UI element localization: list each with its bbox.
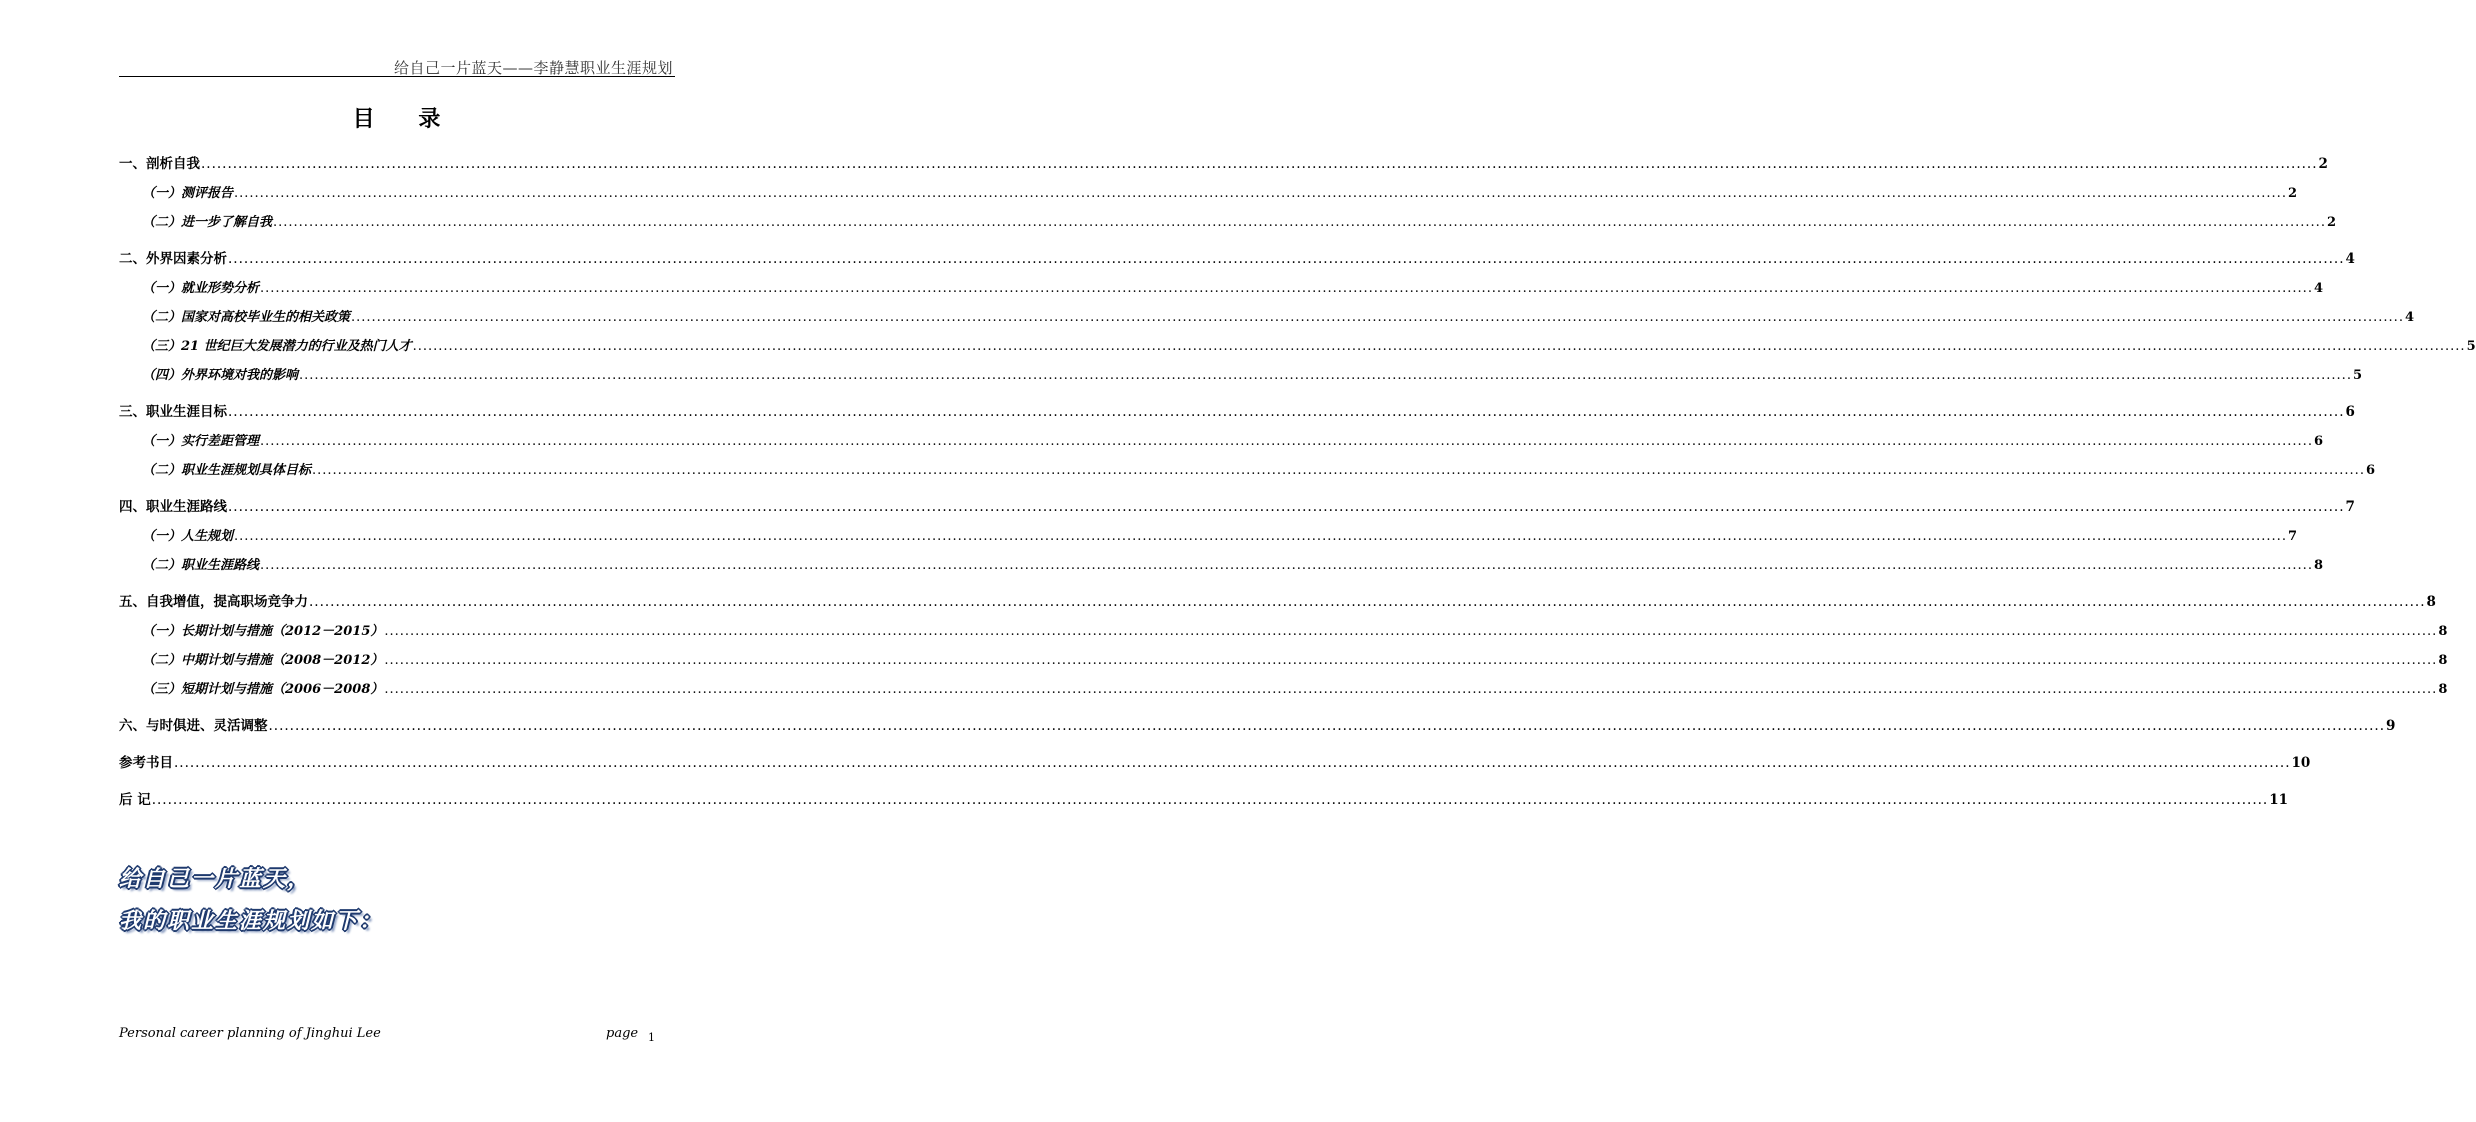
toc-entry-page: 2 xyxy=(2318,156,2328,172)
toc-entry-title: （三）短期计划与措施（2006－2008） xyxy=(142,682,384,697)
toc-leader-dots: ................................................................................................................................................................................................................................................................................................................................................................................................................ xyxy=(268,718,2386,734)
toc-leader-dots: ................................................................................................................................................................................................................................................................................................................................................................................................................ xyxy=(151,792,2269,808)
toc-entry[interactable] xyxy=(119,303,2414,332)
toc-entry-title: 四、职业生涯路线 xyxy=(119,499,227,515)
toc-leader-dots: ................................................................................................................................................................................................................................................................................................................................................................................................................ xyxy=(201,156,2318,172)
toc-entry[interactable] xyxy=(119,522,2297,551)
toc-leader-dots: ................................................................................................................................................................................................................................................................................................................................................................................................................ xyxy=(384,624,2438,639)
toc-entry-page: 4 xyxy=(2404,310,2414,325)
toc-entry[interactable] xyxy=(119,588,2436,617)
toc-entry-page: 7 xyxy=(2345,499,2355,515)
toc-leader-dots: ................................................................................................................................................................................................................................................................................................................................................................................................................ xyxy=(260,434,2313,449)
toc-entry[interactable] xyxy=(119,150,2328,179)
toc-entry-page: 6 xyxy=(2365,463,2375,478)
toc-leader-dots: ................................................................................................................................................................................................................................................................................................................................................................................................................ xyxy=(309,594,2426,610)
toc-entry-page: 7 xyxy=(2287,529,2297,544)
toc-entry-page: 4 xyxy=(2345,251,2355,267)
toc-leader-dots: ................................................................................................................................................................................................................................................................................................................................................................................................................ xyxy=(228,251,2345,267)
footer-title: Personal career planning of Jinghui Lee xyxy=(119,1026,381,1041)
toc-entry-page: 5 xyxy=(2352,368,2362,383)
toc-entry-page: 2 xyxy=(2326,215,2336,230)
toc-leader-dots: ................................................................................................................................................................................................................................................................................................................................................................................................................ xyxy=(273,215,2326,230)
toc-leader-dots: ................................................................................................................................................................................................................................................................................................................................................................................................................ xyxy=(260,558,2313,573)
toc-entry-page: 8 xyxy=(2438,624,2448,639)
toc-leader-dots: ................................................................................................................................................................................................................................................................................................................................................................................................................ xyxy=(351,310,2404,325)
toc-entry-page: 10 xyxy=(2291,755,2311,771)
toc-entry-page: 2 xyxy=(2287,186,2297,201)
toc-leader-dots: ................................................................................................................................................................................................................................................................................................................................................................................................................ xyxy=(228,404,2345,420)
toc-entry-page: 5 xyxy=(2466,339,2476,354)
toc-entry-title: （二）中期计划与措施（2008－2012） xyxy=(142,653,384,668)
toc-entry-page: 11 xyxy=(2269,792,2289,808)
toc-entry-page: 4 xyxy=(2313,281,2323,296)
toc-entry-title: 参考书目 xyxy=(119,755,173,771)
toc-entry-page: 8 xyxy=(2438,682,2448,697)
toc-entry[interactable] xyxy=(119,274,2323,303)
toc-entry[interactable] xyxy=(119,786,2289,815)
toc-entry[interactable] xyxy=(119,208,2336,237)
table-of-contents xyxy=(119,150,2476,815)
toc-leader-dots: ................................................................................................................................................................................................................................................................................................................................................................................................................ xyxy=(312,463,2365,478)
toc-entry-page: 8 xyxy=(2438,653,2448,668)
toc-leader-dots: ................................................................................................................................................................................................................................................................................................................................................................................................................ xyxy=(384,653,2438,668)
toc-entry[interactable] xyxy=(119,749,2311,778)
toc-entry-title: （一）就业形势分析 xyxy=(142,281,260,296)
toc-entry-page: 9 xyxy=(2386,718,2396,734)
toc-leader-dots: ................................................................................................................................................................................................................................................................................................................................................................................................................ xyxy=(384,682,2438,697)
toc-entry-title: 二、外界因素分析 xyxy=(119,251,227,267)
toc-entry-page: 8 xyxy=(2313,558,2323,573)
toc-entry[interactable] xyxy=(119,245,2355,274)
toc-leader-dots: ................................................................................................................................................................................................................................................................................................................................................................................................................ xyxy=(260,281,2313,296)
footer-page-number: 1 xyxy=(648,1031,655,1044)
toc-entry-title: （一）长期计划与措施（2012－2015） xyxy=(142,624,384,639)
toc-leader-dots: ................................................................................................................................................................................................................................................................................................................................................................................................................ xyxy=(234,529,2287,544)
toc-leader-dots: ................................................................................................................................................................................................................................................................................................................................................................................................................ xyxy=(174,755,2291,771)
toc-entry-title: （三）21 世纪巨大发展潜力的行业及热门人才 xyxy=(142,339,412,354)
header-title: 给自己一片蓝天——李静慧职业生涯规划 xyxy=(393,59,673,77)
toc-entry[interactable] xyxy=(119,646,2448,675)
toc-entry-title: （一）实行差距管理 xyxy=(142,434,260,449)
footer-page-label: page xyxy=(606,1026,639,1041)
toc-entry-title: （二）职业生涯规划具体目标 xyxy=(142,463,312,478)
toc-entry[interactable] xyxy=(119,179,2297,208)
toc-entry-title: （二）职业生涯路线 xyxy=(142,558,260,573)
toc-leader-dots: ................................................................................................................................................................................................................................................................................................................................................................................................................ xyxy=(228,499,2345,515)
toc-entry-page: 8 xyxy=(2426,594,2436,610)
toc-entry-title: 一、剖析自我 xyxy=(119,156,200,172)
toc-entry[interactable] xyxy=(119,712,2396,741)
toc-entry-page: 6 xyxy=(2313,434,2323,449)
toc-leader-dots: ................................................................................................................................................................................................................................................................................................................................................................................................................ xyxy=(299,368,2352,383)
toc-entry-title: （二）国家对高校毕业生的相关政策 xyxy=(142,310,351,325)
toc-entry-title: 后 记 xyxy=(119,792,151,808)
toc-entry[interactable] xyxy=(119,398,2355,427)
toc-entry-title: 三、职业生涯目标 xyxy=(119,404,227,420)
toc-entry[interactable] xyxy=(119,551,2323,580)
toc-entry-page: 6 xyxy=(2345,404,2355,420)
toc-entry-title: （二）进一步了解自我 xyxy=(142,215,273,230)
toc-heading: 目 录 xyxy=(352,106,459,132)
toc-leader-dots: ................................................................................................................................................................................................................................................................................................................................................................................................................ xyxy=(412,339,2466,354)
toc-entry[interactable] xyxy=(119,675,2448,704)
toc-entry-title: 六、与时俱进、灵活调整 xyxy=(119,718,268,734)
slogan-line-1: 给自己一片蓝天， xyxy=(119,867,312,892)
toc-entry[interactable] xyxy=(119,332,2476,361)
slogan-line-2: 我的职业生涯规划如下： xyxy=(119,909,384,934)
toc-entry[interactable] xyxy=(119,427,2323,456)
toc-leader-dots: ................................................................................................................................................................................................................................................................................................................................................................................................................ xyxy=(234,186,2287,201)
toc-entry-title: （一）测评报告 xyxy=(142,186,234,201)
toc-entry[interactable] xyxy=(119,617,2448,646)
toc-entry-title: （一）人生规划 xyxy=(142,529,234,544)
toc-entry[interactable] xyxy=(119,361,2362,390)
toc-entry-title: 五、自我增值，提高职场竞争力 xyxy=(119,594,308,610)
toc-entry-title: （四）外界环境对我的影响 xyxy=(142,368,299,383)
toc-entry[interactable] xyxy=(119,493,2355,522)
toc-entry[interactable] xyxy=(119,456,2375,485)
header-rule xyxy=(119,76,675,77)
